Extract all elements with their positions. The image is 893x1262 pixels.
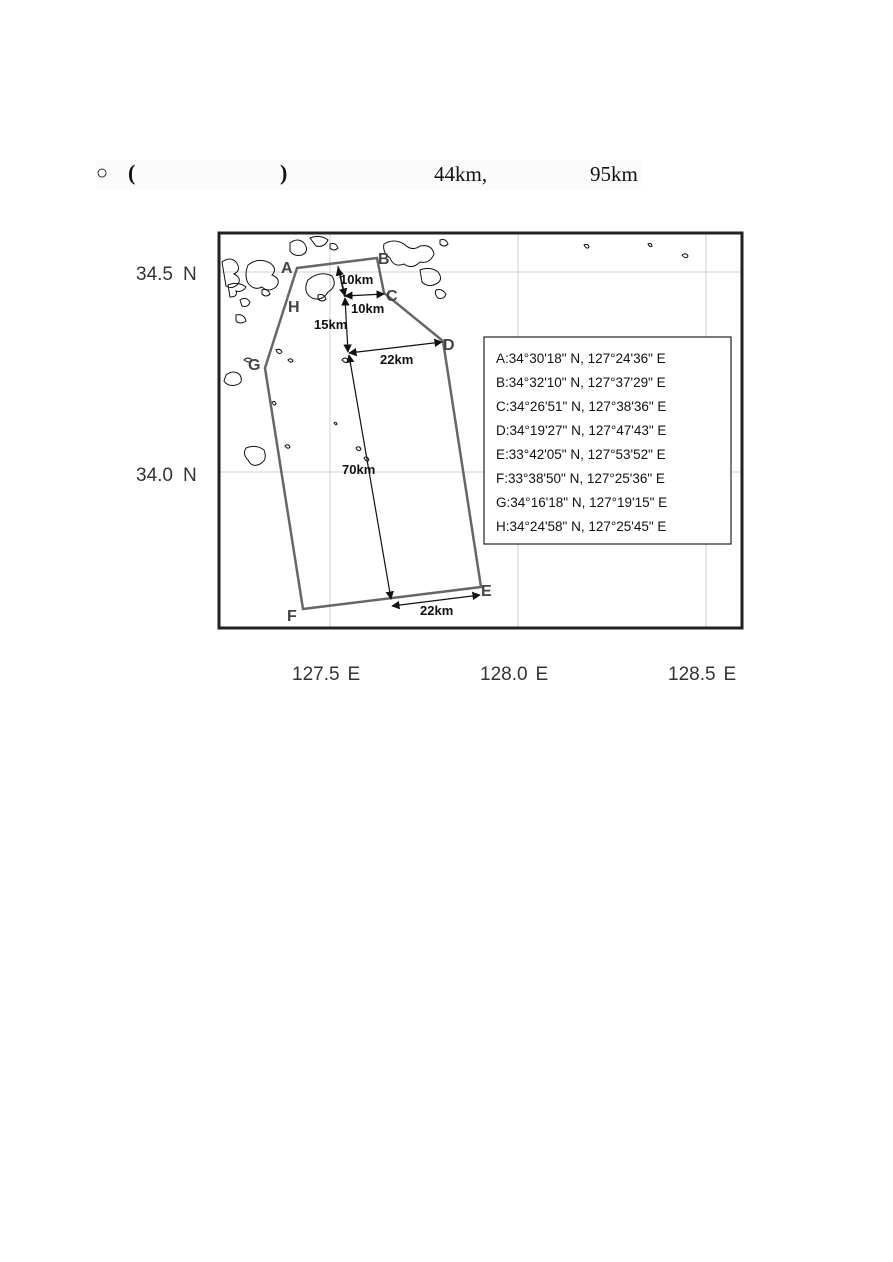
lat-tick-label: 34.0 N	[136, 465, 197, 486]
distance-2: 95km	[590, 162, 638, 186]
lon-tick-label: 128.5 E	[668, 664, 737, 685]
vertex-label-b: B	[378, 251, 390, 268]
legend-entry-f: F:33°38'50" N, 127°25'36" E	[496, 471, 665, 486]
vertex-label-c: C	[386, 288, 398, 305]
vertex-label-d: D	[443, 337, 455, 354]
vertex-label-e: E	[481, 583, 492, 600]
legend-entry-d: D:34°19'27" N, 127°47'43" E	[496, 423, 667, 438]
paren-open: (	[128, 160, 136, 185]
vertex-label-g: G	[248, 357, 261, 374]
distance-label-5: 70km	[342, 462, 376, 477]
vertex-label-f: F	[287, 608, 297, 625]
lon-tick-label: 127.5 E	[292, 664, 361, 685]
lon-tick-label: 128.0 E	[480, 664, 549, 685]
distance-label-4: 22km	[380, 352, 414, 367]
distance-label-3: 15km	[314, 317, 348, 332]
legend-entry-e: E:33°42'05" N, 127°53'52" E	[496, 447, 666, 462]
legend-entry-a: A:34°30'18" N, 127°24'36" E	[496, 351, 666, 366]
distance-1: 44km,	[434, 162, 488, 186]
legend-entry-c: C:34°26'51" N, 127°38'36" E	[496, 399, 667, 414]
dist-arrow-10km-horizontal	[345, 294, 384, 296]
vertex-label-a: A	[281, 260, 293, 277]
legend-entry-b: B:34°32'10" N, 127°37'29" E	[496, 375, 666, 390]
coordinate-legend	[484, 337, 731, 544]
dist-arrow-70km	[349, 355, 391, 599]
distance-label-2: 10km	[351, 301, 385, 316]
paren-close: )	[280, 160, 288, 185]
legend-entry-h: H:34°24'58" N, 127°25'45" E	[496, 519, 667, 534]
distance-label-6: 22km	[420, 603, 454, 618]
lat-tick-label: 34.5 N	[136, 264, 197, 285]
bullet-circle-icon: ○	[96, 162, 109, 184]
legend-entry-g: G:34°16'18" N, 127°19'15" E	[496, 495, 668, 510]
vertex-label-h: H	[288, 299, 300, 316]
distance-label-1: 10km	[340, 272, 374, 287]
